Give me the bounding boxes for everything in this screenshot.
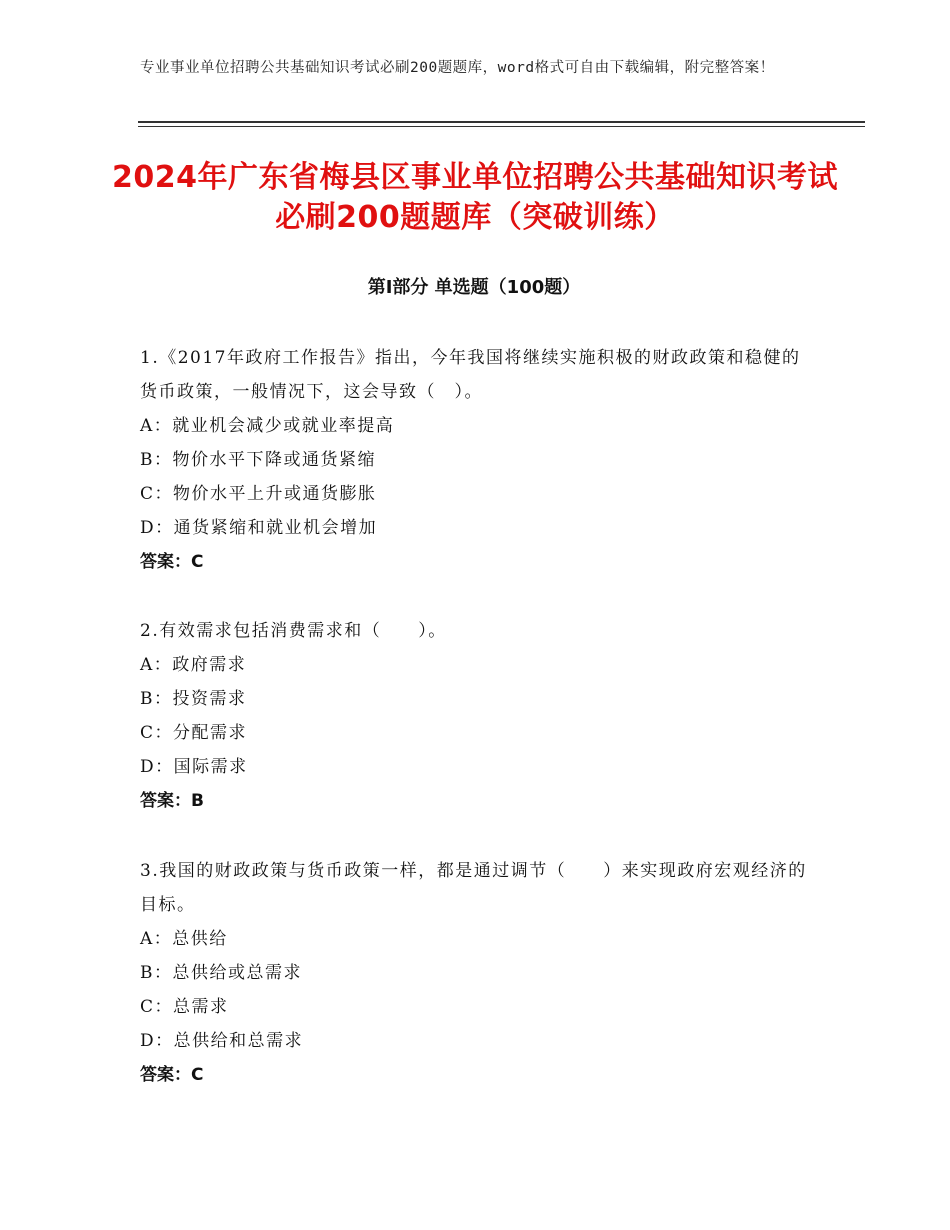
option-a: A：总供给	[140, 929, 228, 949]
header-rule-thin	[138, 126, 865, 127]
question-block	[140, 341, 810, 579]
header-rule-thick	[138, 121, 865, 123]
option-a: A：政府需求	[140, 655, 247, 675]
question-stem: 3.我国的财政政策与货币政策一样，都是通过调节（ ）来实现政府宏观经济的目标。	[140, 861, 807, 915]
answer: 答案：C	[140, 552, 204, 572]
option-c: C：分配需求	[140, 723, 248, 743]
section-title: 第Ⅰ部分 单选题（100题）	[367, 277, 581, 298]
option-d: D：国际需求	[140, 757, 248, 777]
document-title: 2024年广东省梅县区事业单位招聘公共基础知识考试必刷200题题库（突破训练）	[112, 160, 838, 235]
answer: 答案：C	[140, 1065, 204, 1085]
option-b: B：投资需求	[140, 689, 247, 709]
option-d: D：总供给和总需求	[140, 1031, 304, 1051]
page-header-text: 专业事业单位招聘公共基础知识考试必刷200题题库，word格式可自由下载编辑，附完整答案！	[140, 60, 775, 76]
option-d: D：通货紧缩和就业机会增加	[140, 518, 378, 538]
option-b: B：总供给或总需求	[140, 963, 302, 983]
option-c: C：物价水平上升或通货膨胀	[140, 484, 377, 504]
question-stem: 1.《2017年政府工作报告》指出，今年我国将继续实施积极的财政政策和稳健的货币政策，一般情况下，这会导致（ ）。	[140, 348, 801, 402]
option-c: C：总需求	[140, 997, 229, 1017]
option-b: B：物价水平下降或通货紧缩	[140, 450, 376, 470]
question-block	[140, 854, 810, 1092]
question-block	[140, 614, 810, 818]
option-a: A：就业机会减少或就业率提高	[140, 416, 395, 436]
question-stem: 2.有效需求包括消费需求和（ ）。	[140, 621, 447, 641]
answer: 答案：B	[140, 791, 204, 811]
